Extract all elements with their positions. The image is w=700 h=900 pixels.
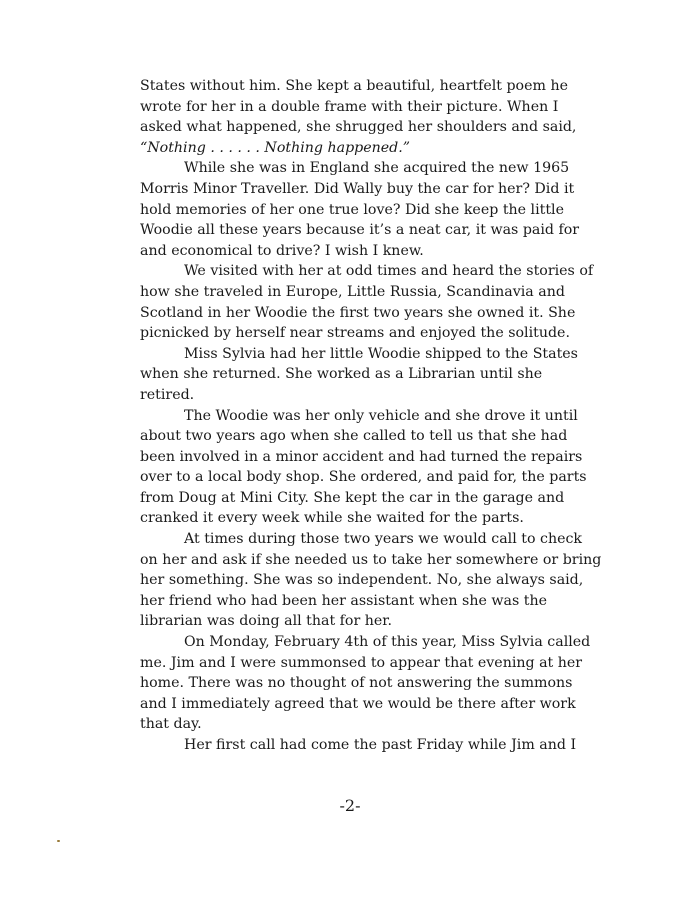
text-line: and economical to drive? I wish I knew.: [140, 242, 424, 259]
text-line: retired.: [140, 386, 195, 403]
paragraph-first-line: Miss Sylvia had her little Woodie shipped to the States: [184, 345, 578, 362]
text-line: been involved in a minor accident and had turned the repairs: [140, 448, 583, 465]
text-line: States without him. She kept a beautiful, heartfelt poem he: [140, 78, 568, 94]
text-line: from Doug at Mini City. She kept the car in the garage and: [140, 489, 565, 506]
text-line: and I immediately agreed that we would be there after work: [140, 695, 576, 712]
text-line: her something. She was so independent. No, she always said,: [140, 572, 584, 589]
text-line: how she traveled in Europe, Little Russia, Scandinavia and: [140, 283, 565, 300]
paragraph-first-line: The Woodie was her only vehicle and she drove it until: [184, 407, 578, 424]
paragraph-first-line: At times during those two years we would call to check: [184, 531, 583, 548]
text-line: her friend who had been her assistant when she was the: [140, 592, 548, 609]
text-line: cranked it every week while she waited for the parts.: [140, 510, 524, 527]
text-line: “Nothing . . . . . . Nothing happened.”: [140, 139, 411, 156]
text-line: Morris Minor Traveller. Did Wally buy the car for her? Did it: [140, 180, 575, 197]
text-line: Scotland in her Woodie the first two years she owned it. She: [140, 304, 576, 321]
text-line: hold memories of her one true love? Did she keep the little: [140, 201, 564, 218]
paragraph-first-line: While she was in England she acquired the new 1965: [184, 160, 570, 177]
text-line: Woodie all these years because it’s a neat car, it was paid for: [140, 222, 580, 239]
text-line: picnicked by herself near streams and enjoyed the solitude.: [140, 325, 570, 342]
text-line: over to a local body shop. She ordered, and paid for, the parts: [140, 469, 587, 486]
text-line: when she returned. She worked as a Librarian until she: [140, 366, 543, 383]
text-line: wrote for her in a double frame with their picture. When I: [140, 98, 559, 115]
paragraph-first-line: On Monday, February 4th of this year, Miss Sylvia called: [184, 634, 591, 651]
body-text: [140, 76, 602, 756]
text-line: librarian was doing all that for her.: [140, 613, 393, 630]
text-line: home. There was no thought of not answering the summons: [140, 675, 573, 692]
paper-speck: [57, 840, 60, 842]
text-line: me. Jim and I were summonsed to appear that evening at her: [140, 654, 583, 671]
paragraph-first-line: Her first call had come the past Friday while Jim and I: [184, 737, 577, 753]
page-number: -2-: [339, 796, 361, 815]
text-line: on her and ask if she needed us to take her somewhere or bring: [140, 551, 602, 568]
text-line: asked what happened, she shrugged her shoulders and said,: [140, 119, 577, 136]
text-line: that day.: [140, 716, 202, 733]
text-line: about two years ago when she called to tell us that she had: [140, 428, 568, 445]
paragraph-first-line: We visited with her at odd times and heard the stories of: [184, 263, 594, 280]
